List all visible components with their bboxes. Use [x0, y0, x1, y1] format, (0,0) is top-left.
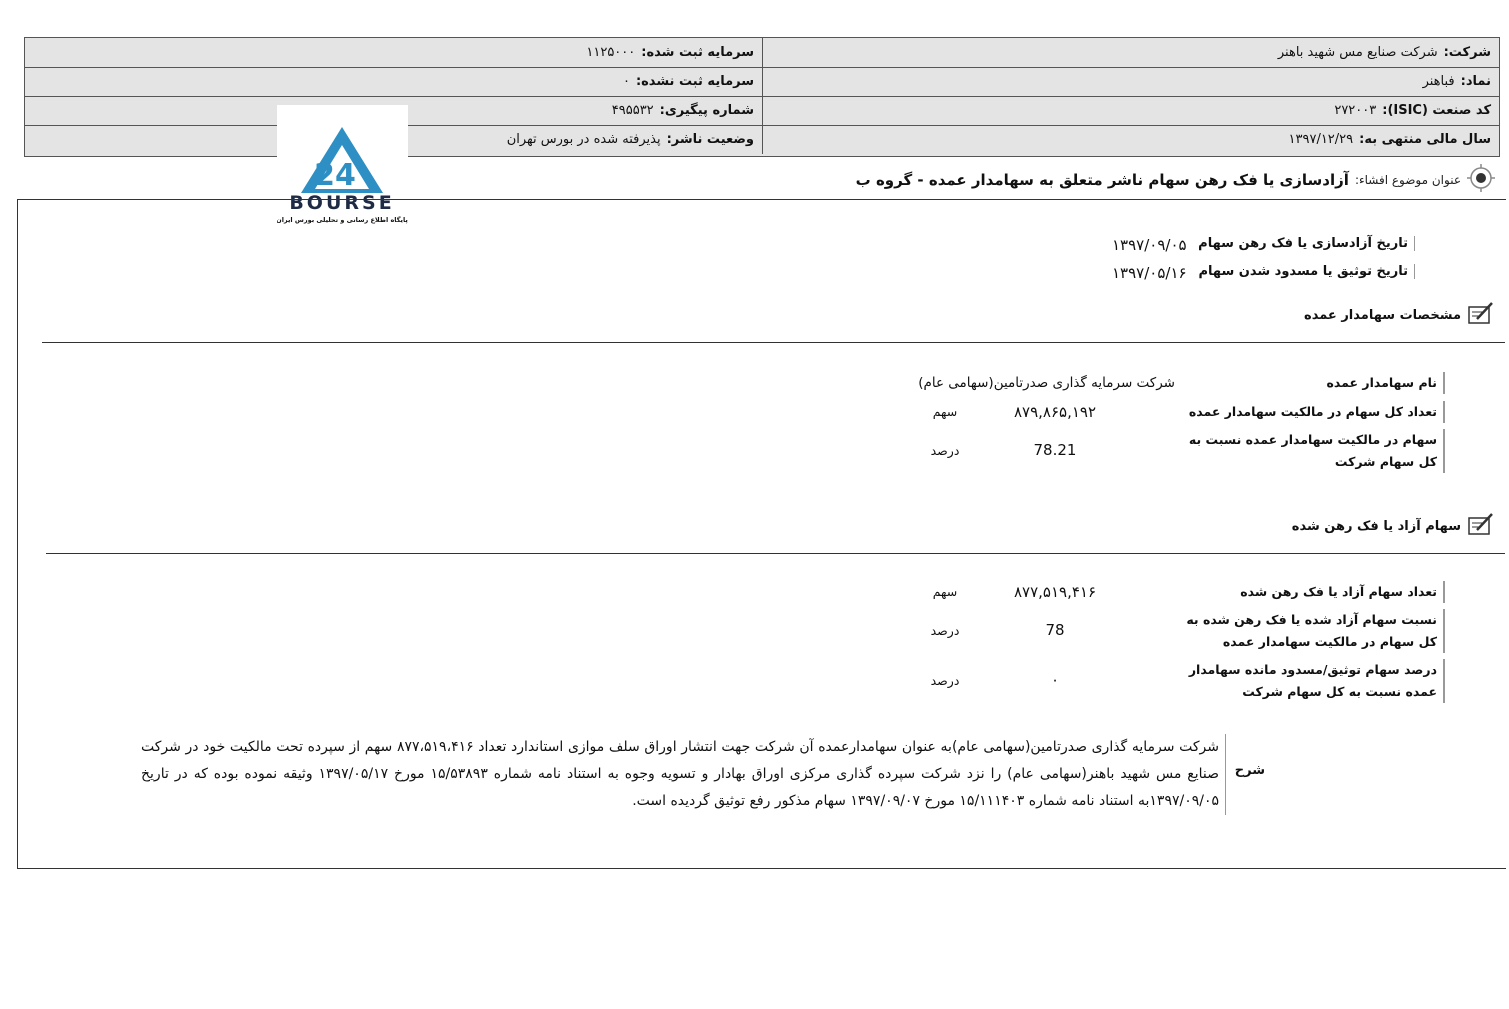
registered-capital-cell [25, 38, 762, 67]
section-divider [46, 553, 1505, 554]
shareholder-name-label: نام سهامدار عمده [1167, 372, 1445, 394]
info-row-company [25, 38, 1499, 68]
section-shareholder-title: مشخصات سهامدار عمده [1304, 307, 1461, 323]
symbol-cell [762, 67, 1499, 96]
registered-capital-value: ۱۱۲۵۰۰۰ [586, 45, 636, 60]
tracking-number-label: شماره پیگیری: [659, 103, 754, 118]
total-shares-value: ۸۷۹,۸۶۵,۱۹۲ [1013, 403, 1097, 421]
remaining-pledge-label: درصد سهام توثیق/مسدود مانده سهامدار عمده نسبت به کل سهام شرکت [1167, 659, 1445, 703]
disclosure-subject [856, 167, 1495, 193]
released-ratio-value: 78 [1045, 621, 1065, 639]
release-date-label: تاریخ آزادسازی یا فک رهن سهام [1198, 236, 1415, 251]
total-shares-unit: سهم [932, 404, 958, 419]
unregistered-capital-value: ۰ [622, 74, 630, 89]
fiscal-year-label: سال مالی منتهی به: [1359, 132, 1491, 147]
unregistered-capital-label: سرمایه ثبت نشده: [635, 74, 754, 89]
section-divider [42, 342, 1505, 343]
section-released-header [1292, 512, 1495, 540]
pledge-date-value: ۱۳۹۷/۰۵/۱۶ [1112, 264, 1187, 282]
target-icon [1467, 164, 1495, 196]
unregistered-capital-cell [25, 67, 762, 96]
remaining-pledge-value: ۰ [1050, 671, 1060, 689]
section-released-title: سهام آزاد یا فک رهن شده [1291, 518, 1461, 534]
publisher-status-value: پذیرفته شده در بورس تهران [506, 132, 661, 147]
symbol-value: فباهنر [1422, 74, 1455, 89]
logo-tagline: پایگاه اطلاع رسانی و تحلیلی بورس ایران [277, 216, 408, 224]
shareholder-percent-row [925, 429, 1445, 475]
shareholder-name-value: شرکت سرمایه گذاری صدرتامین(سهامی عام) [918, 375, 1175, 391]
released-ratio-label: نسبت سهام آزاد شده یا فک رهن شده به کل سهام در مالکیت سهامدار عمده [1167, 609, 1445, 653]
company-name: شرکت صنایع مس شهید باهنر [1277, 45, 1438, 60]
logo-number: 24 [314, 158, 356, 193]
ownership-percent-label: سهام در مالکیت سهامدار عمده نسبت به کل سهام شرکت [1167, 429, 1445, 473]
remaining-pledge-unit: درصد [930, 673, 960, 688]
subject-title: آزادسازی یا فک رهن سهام ناشر متعلق به سهامدار عمده - گروه ب [855, 171, 1349, 189]
company-label: شرکت: [1443, 45, 1491, 60]
released-ratio-row [925, 609, 1445, 655]
released-count-unit: سهم [932, 584, 958, 599]
info-row-symbol [25, 67, 1499, 97]
ownership-percent-value: 78.21 [1033, 441, 1077, 459]
release-date-value: ۱۳۹۷/۰۹/۰۵ [1112, 236, 1187, 254]
edit-note-icon [1467, 512, 1495, 540]
shareholder-name-row [918, 372, 1445, 396]
subject-label: عنوان موضوع افشاء: [1354, 173, 1461, 187]
isic-label: کد صنعت (ISIC): [1382, 103, 1491, 118]
symbol-label: نماد: [1460, 74, 1491, 89]
released-count-label: تعداد سهام آزاد یا فک رهن شده [1167, 581, 1445, 603]
logo-wordmark: BOURSE [289, 192, 395, 214]
ownership-percent-unit: درصد [930, 443, 960, 458]
company-info-table [24, 37, 1500, 157]
release-date-row [1198, 236, 1415, 251]
pledge-date-row [1198, 264, 1415, 279]
released-ratio-unit: درصد [930, 623, 960, 638]
edit-note-icon [1467, 301, 1495, 329]
fiscal-year-cell [762, 125, 1499, 154]
remaining-pledge-row [925, 659, 1445, 705]
info-row-fiscal-year [25, 125, 1499, 154]
company-cell [762, 38, 1499, 67]
released-count-row [925, 581, 1445, 605]
description-text: شرکت سرمایه گذاری صدرتامین(سهامی عام)به عنوان سهامدارعمده آن شرکت جهت انتشار اوراق سلف موازی استاندارد تعداد ۸۷۷،۵۱۹،۴۱۶ سهم از سپرده تحت مالکیت خود در شرکت صنایع مس شهید باهنر(سهامی عام) را نزد شرکت سپرده گذاری مرکزی اوراق بهادار و تسویه وجوه به استناد نامه شماره ۱۵/۵۳۸۹۳ مورخ ۱۳۹۷/۰۵/۱۷ وثیقه نموده بوده که در تاریخ ۱۳۹۷/۰۹/۰۵به استناد نامه شماره ۱۵/۱۱۱۴۰۳ مورخ ۱۳۹۷/۰۹/۰۷ سهام مذکور رفع توثیق گردیده است. [141, 734, 1226, 815]
pledge-date-label: تاریخ توثیق یا مسدود شدن سهام [1198, 264, 1415, 279]
description-label: شرح [1234, 763, 1265, 778]
publisher-status-label: وضعیت ناشر: [666, 132, 754, 147]
shareholder-total-shares-row [925, 401, 1445, 425]
total-shares-label: تعداد کل سهام در مالکیت سهامدار عمده [1167, 401, 1445, 423]
info-row-isic [25, 96, 1499, 126]
fiscal-year-value: ۱۳۹۷/۱۲/۲۹ [1288, 132, 1354, 147]
released-count-value: ۸۷۷,۵۱۹,۴۱۶ [1013, 583, 1097, 601]
section-shareholder-header [1304, 301, 1495, 329]
isic-cell [762, 96, 1499, 125]
isic-value: ۲۷۲۰۰۳ [1334, 103, 1377, 118]
tracking-number-value: ۴۹۵۵۳۲ [611, 103, 654, 118]
registered-capital-label: سرمایه ثبت شده: [641, 45, 754, 60]
